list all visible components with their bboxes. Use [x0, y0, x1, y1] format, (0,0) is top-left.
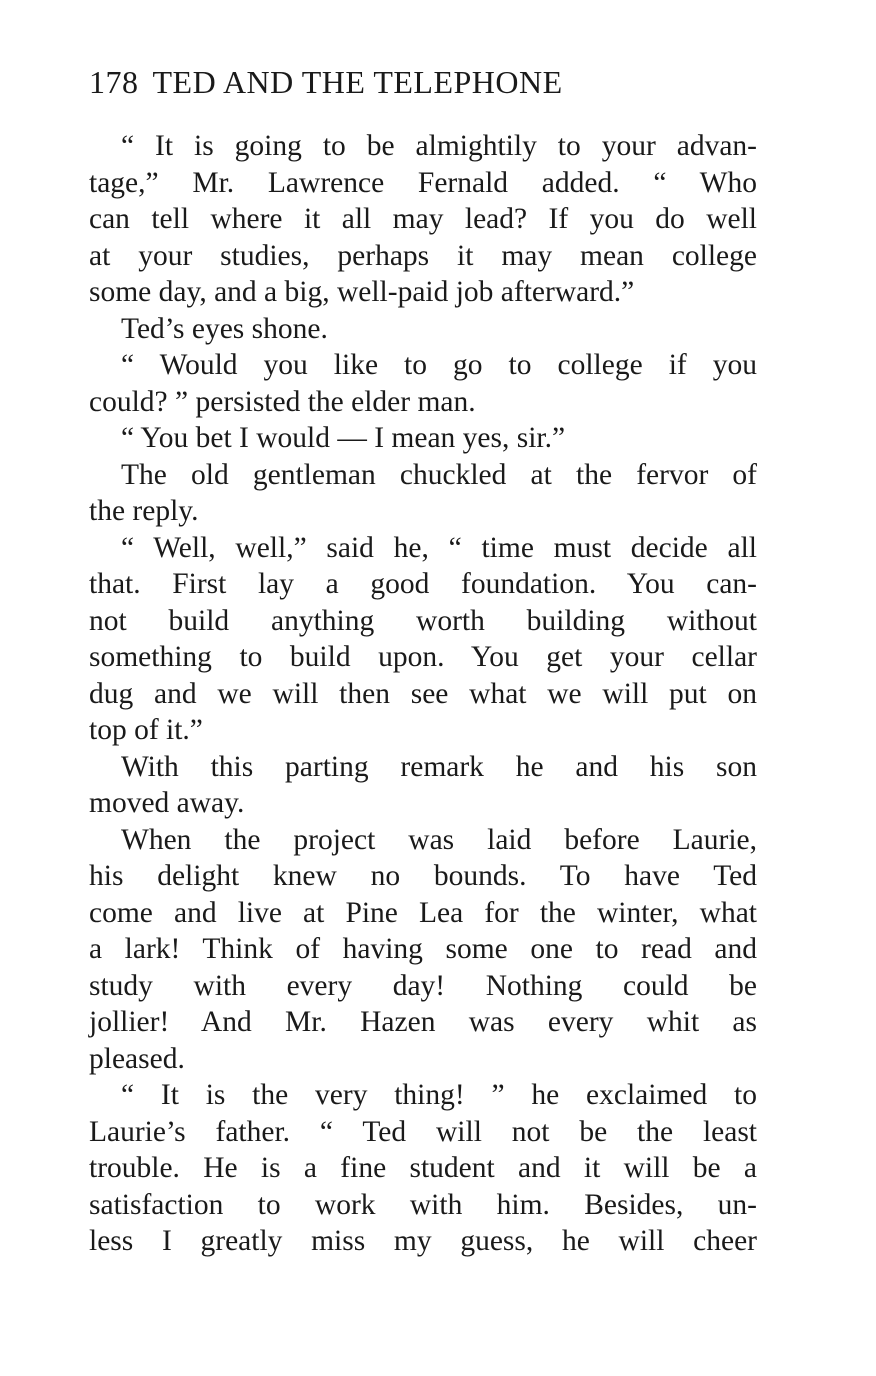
text-line: Ted’s eyes shone.	[121, 312, 328, 345]
text-line: a lark! Think of having some one to read and	[89, 933, 757, 965]
text-line: dug and we will then see what we will put on	[89, 677, 757, 710]
text-line: pleased.	[89, 1042, 185, 1075]
text-line: that. First lay a good foundation. You can-	[89, 568, 757, 600]
text-line: the reply.	[89, 495, 199, 527]
text-line: not build anything worth building without	[89, 604, 757, 637]
text-line: at your studies, perhaps it may mean college	[89, 239, 757, 272]
text-line: something to build upon. You get your cellar	[89, 641, 757, 673]
text-line: top of it.”	[89, 714, 203, 746]
text-line: trouble. He is a fine student and it will be a	[89, 1152, 757, 1184]
text-line: jollier! And Mr. Hazen was every whit as	[89, 1006, 757, 1038]
text-line: satisfaction to work with him. Besides, un-	[89, 1188, 757, 1221]
text-line: When the project was laid before Laurie,	[121, 823, 757, 856]
text-line: Laurie’s father. “ Ted will not be the least	[89, 1115, 757, 1148]
text-line: “ Would you like to go to college if you	[121, 349, 757, 381]
text-line: can tell where it all may lead? If you do well	[89, 203, 757, 235]
text-line: come and live at Pine Lea for the winter, what	[89, 896, 757, 929]
text-line: moved away.	[89, 787, 245, 819]
text-line: With this parting remark he and his son	[121, 750, 757, 783]
text-line: “ It is going to be almightily to your advan-	[121, 130, 757, 162]
text-line: tage,” Mr. Lawrence Fernald added. “ Who	[89, 166, 757, 199]
text-line: some day, and a big, well-paid job afterward.”	[89, 276, 635, 308]
running-head	[89, 62, 563, 102]
text-line: The old gentleman chuckled at the fervor of	[121, 458, 757, 491]
text-line: his delight knew no bounds. To have Ted	[89, 860, 757, 892]
text-line: could? ” persisted the elder man.	[89, 385, 476, 418]
text-line: “ Well, well,” said he, “ time must decide all	[121, 531, 757, 564]
text-line: less I greatly miss my guess, he will cheer	[89, 1225, 757, 1257]
body-text	[89, 128, 757, 1260]
text-line: “ It is the very thing! ” he exclaimed to	[121, 1079, 757, 1111]
running-title: TED AND THE TELEPHONE	[152, 64, 563, 100]
page-number: 178	[89, 64, 139, 100]
text-line: study with every day! Nothing could be	[89, 969, 757, 1002]
text-line: “ You bet I would — I mean yes, sir.”	[121, 422, 566, 454]
